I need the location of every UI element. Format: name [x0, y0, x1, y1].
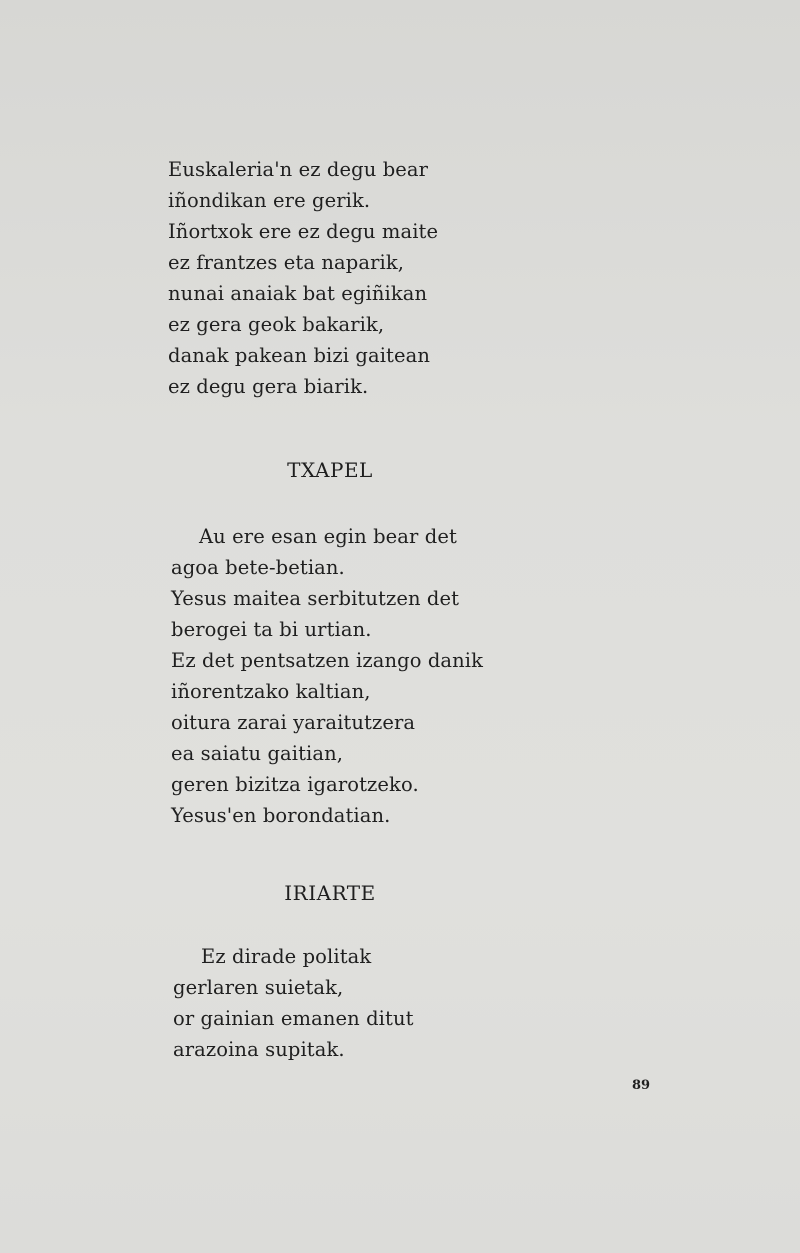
verse-line: Ez det pentsatzen izango danik: [171, 649, 484, 672]
verse-line: ez degu gera biarik.: [168, 375, 369, 398]
verse-line: Yesus maitea serbitutzen det: [171, 587, 460, 610]
verse-line: gerlaren suietak,: [173, 976, 344, 999]
section-heading-txapel: TXAPEL: [287, 458, 373, 482]
poem-stanza-3: [173, 941, 593, 1065]
verse-line: Euskaleria'n ez degu bear: [168, 158, 429, 181]
verse-line: danak pakean bizi gaitean: [168, 344, 430, 367]
verse-line: ez frantzes eta naparik,: [168, 251, 405, 274]
verse-line: Au ere esan egin bear det: [199, 525, 457, 548]
verse-line: arazoina supitak.: [173, 1038, 345, 1061]
verse-line: nunai anaiak bat egiñikan: [168, 282, 428, 305]
poem-stanza-1: [168, 154, 588, 402]
verse-line: or gainian emanen ditut: [173, 1007, 414, 1030]
verse-line: Iñortxok ere ez degu maite: [168, 220, 439, 243]
verse-line: geren bizitza igarotzeko.: [171, 773, 419, 796]
section-heading-iriarte: IRIARTE: [284, 881, 376, 905]
verse-line: ez gera geok bakarik,: [168, 313, 385, 336]
verse-line: berogei ta bi urtian.: [171, 618, 372, 641]
verse-line: Yesus'en borondatian.: [171, 804, 391, 827]
verse-line: Ez dirade politak: [201, 945, 372, 968]
verse-line: agoa bete-betian.: [171, 556, 345, 579]
verse-line: ea saiatu gaitian,: [171, 742, 344, 765]
verse-line: iñondikan ere gerik.: [168, 189, 371, 212]
verse-line: iñorentzako kaltian,: [171, 680, 371, 703]
page-number: 89: [632, 1078, 651, 1093]
verse-line: oitura zarai yaraitutzera: [171, 711, 416, 734]
poem-stanza-2: [171, 521, 591, 831]
